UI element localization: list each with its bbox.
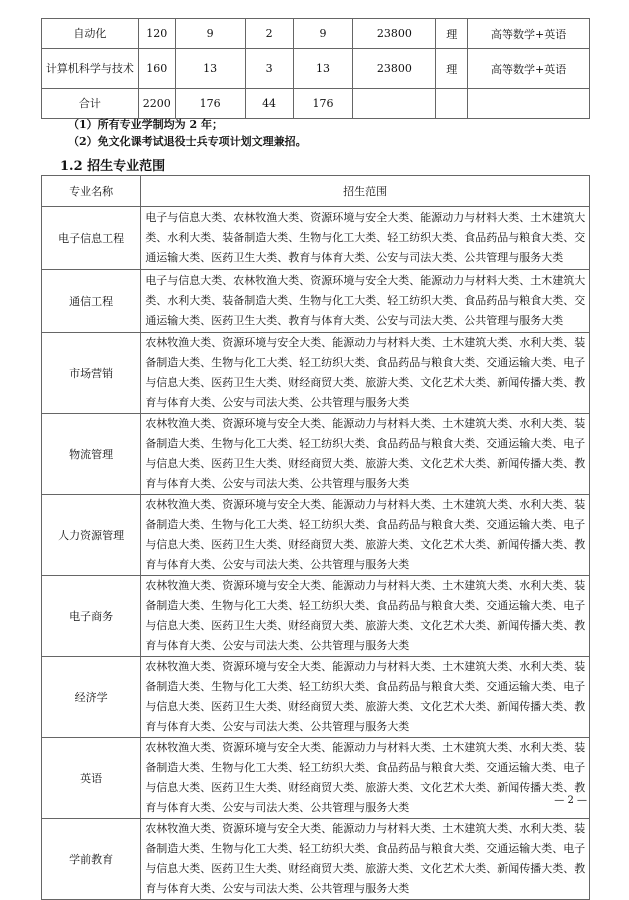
quota-cell: 2 bbox=[245, 19, 293, 49]
exam-subjects-cell: 高等数学+英语 bbox=[468, 49, 590, 89]
major-name-cell: 英语 bbox=[42, 738, 141, 819]
plan-total-cell: 2200 bbox=[138, 89, 175, 119]
enrollment-plan-table bbox=[41, 18, 590, 119]
quota-cell: 3 bbox=[245, 49, 293, 89]
major-name-cell: 自动化 bbox=[42, 19, 139, 49]
plan-total-cell: 120 bbox=[138, 19, 175, 49]
table-row bbox=[42, 270, 590, 333]
scope-cell: 农林牧渔大类、资源环境与安全大类、能源动力与材料大类、土木建筑大类、水利大类、装备制造大类、生物与化工大类、轻工纺织大类、食品药品与粮食大类、交通运输大类、电子与信息大类、医药卫生大类、财经商贸大类、旅游大类、文化艺术大类、新闻传播大类、教育与体育大类、公安与司法大类、公共管理与服务大类 bbox=[141, 657, 590, 738]
scope-cell: 农林牧渔大类、资源环境与安全大类、能源动力与材料大类、土木建筑大类、水利大类、装备制造大类、生物与化工大类、轻工纺织大类、食品药品与粮食大类、交通运输大类、电子与信息大类、医药卫生大类、财经商贸大类、旅游大类、文化艺术大类、新闻传播大类、教育与体育大类、公安与司法大类、公共管理与服务大类 bbox=[141, 738, 590, 819]
table-row bbox=[42, 49, 590, 89]
major-scope-table bbox=[41, 175, 590, 900]
subject-type-cell bbox=[436, 89, 468, 119]
major-name-cell: 物流管理 bbox=[42, 414, 141, 495]
scope-cell: 电子与信息大类、农林牧渔大类、资源环境与安全大类、能源动力与材料大类、土木建筑大类、水利大类、装备制造大类、生物与化工大类、轻工纺织大类、食品药品与粮食大类、交通运输大类、医药卫生大类、教育与体育大类、公安与司法大类、公共管理与服务大类 bbox=[141, 270, 590, 333]
header-major-name: 专业名称 bbox=[42, 176, 141, 207]
note-duration: （1）所有专业学制均为 2 年； bbox=[68, 118, 223, 131]
table-row bbox=[42, 576, 590, 657]
tuition-cell: 23800 bbox=[353, 19, 436, 49]
header-scope: 招生范围 bbox=[141, 176, 590, 207]
major-name-cell: 人力资源管理 bbox=[42, 495, 141, 576]
scope-cell: 农林牧渔大类、资源环境与安全大类、能源动力与材料大类、土木建筑大类、水利大类、装备制造大类、生物与化工大类、轻工纺织大类、食品药品与粮食大类、交通运输大类、电子与信息大类、医药卫生大类、财经商贸大类、旅游大类、文化艺术大类、新闻传播大类、教育与体育大类、公安与司法大类、公共管理与服务大类 bbox=[141, 495, 590, 576]
quota-cell: 13 bbox=[175, 49, 245, 89]
table-row bbox=[42, 207, 590, 270]
table-row bbox=[42, 333, 590, 414]
scope-cell: 农林牧渔大类、资源环境与安全大类、能源动力与材料大类、土木建筑大类、水利大类、装备制造大类、生物与化工大类、轻工纺织大类、食品药品与粮食大类、交通运输大类、电子与信息大类、医药卫生大类、财经商贸大类、旅游大类、文化艺术大类、新闻传播大类、教育与体育大类、公安与司法大类、公共管理与服务大类 bbox=[141, 819, 590, 900]
exam-subjects-cell bbox=[468, 89, 590, 119]
quota-cell: 9 bbox=[175, 19, 245, 49]
note-veterans: （2）免文化课考试退役士兵专项计划文理兼招。 bbox=[68, 135, 307, 148]
total-row bbox=[42, 89, 590, 119]
total-label-cell: 合计 bbox=[42, 89, 139, 119]
plan-total-cell: 160 bbox=[138, 49, 175, 89]
tuition-cell: 23800 bbox=[353, 49, 436, 89]
page-number: — 2 — bbox=[554, 795, 587, 806]
scope-cell: 农林牧渔大类、资源环境与安全大类、能源动力与材料大类、土木建筑大类、水利大类、装备制造大类、生物与化工大类、轻工纺织大类、食品药品与粮食大类、交通运输大类、电子与信息大类、医药卫生大类、财经商贸大类、旅游大类、文化艺术大类、新闻传播大类、教育与体育大类、公安与司法大类、公共管理与服务大类 bbox=[141, 576, 590, 657]
table-row bbox=[42, 495, 590, 576]
major-name-cell: 经济学 bbox=[42, 657, 141, 738]
table-row bbox=[42, 738, 590, 819]
table-row bbox=[42, 19, 590, 49]
table-row bbox=[42, 657, 590, 738]
quota-cell: 13 bbox=[293, 49, 353, 89]
quota-cell: 176 bbox=[175, 89, 245, 119]
exam-subjects-cell: 高等数学+英语 bbox=[468, 19, 590, 49]
scope-cell: 电子与信息大类、农林牧渔大类、资源环境与安全大类、能源动力与材料大类、土木建筑大类、水利大类、装备制造大类、生物与化工大类、轻工纺织大类、食品药品与粮食大类、交通运输大类、医药卫生大类、教育与体育大类、公安与司法大类、公共管理与服务大类 bbox=[141, 207, 590, 270]
scope-cell: 农林牧渔大类、资源环境与安全大类、能源动力与材料大类、土木建筑大类、水利大类、装备制造大类、生物与化工大类、轻工纺织大类、食品药品与粮食大类、交通运输大类、电子与信息大类、医药卫生大类、财经商贸大类、旅游大类、文化艺术大类、新闻传播大类、教育与体育大类、公安与司法大类、公共管理与服务大类 bbox=[141, 414, 590, 495]
table-row bbox=[42, 819, 590, 900]
major-name-cell: 电子商务 bbox=[42, 576, 141, 657]
scope-cell: 农林牧渔大类、资源环境与安全大类、能源动力与材料大类、土木建筑大类、水利大类、装备制造大类、生物与化工大类、轻工纺织大类、食品药品与粮食大类、交通运输大类、电子与信息大类、医药卫生大类、财经商贸大类、旅游大类、文化艺术大类、新闻传播大类、教育与体育大类、公安与司法大类、公共管理与服务大类 bbox=[141, 333, 590, 414]
quota-cell: 9 bbox=[293, 19, 353, 49]
tuition-cell bbox=[353, 89, 436, 119]
quota-cell: 176 bbox=[293, 89, 353, 119]
table-row bbox=[42, 414, 590, 495]
subject-type-cell: 理 bbox=[436, 49, 468, 89]
major-name-cell: 通信工程 bbox=[42, 270, 141, 333]
quota-cell: 44 bbox=[245, 89, 293, 119]
table-header-row bbox=[42, 176, 590, 207]
major-name-cell: 电子信息工程 bbox=[42, 207, 141, 270]
major-name-cell: 计算机科学与技术 bbox=[42, 49, 139, 89]
subject-type-cell: 理 bbox=[436, 19, 468, 49]
major-name-cell: 学前教育 bbox=[42, 819, 141, 900]
section-title: 1.2 招生专业范围 bbox=[60, 159, 166, 174]
major-name-cell: 市场营销 bbox=[42, 333, 141, 414]
